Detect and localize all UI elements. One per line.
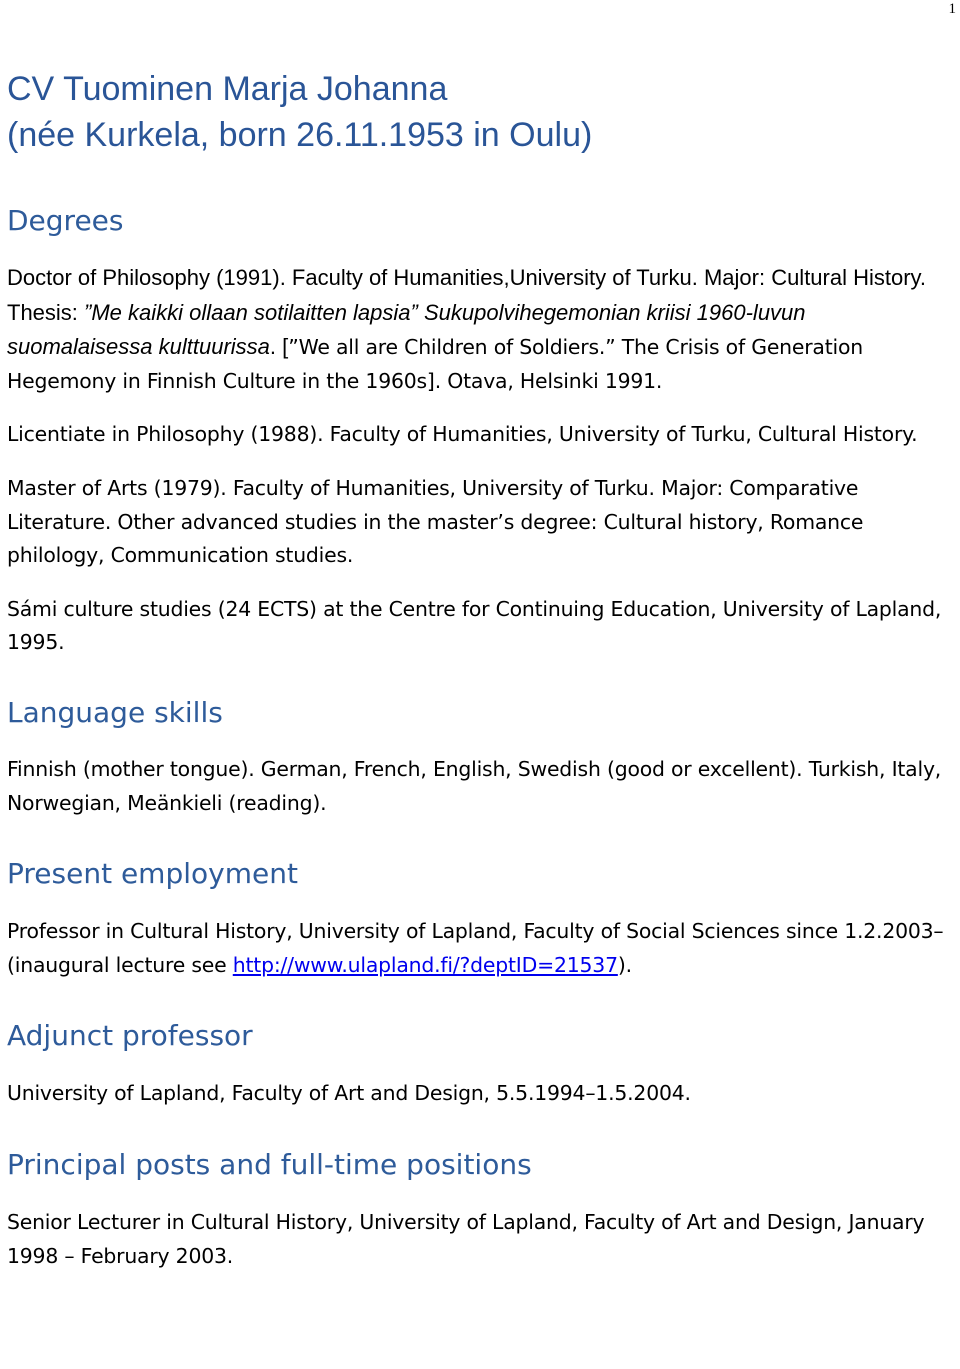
present-employment-description: Professor in Cultural History, University of Lapland, Faculty of Social Sciences since 1.2.2003– (inaugural lecture see	[7, 919, 944, 977]
language-skills-heading: Language skills	[7, 695, 223, 729]
document-title	[7, 66, 947, 158]
degree-master: Master of Arts (1979). Faculty of Humanities, University of Turku. Major: Comparative Literature. Other advanced studies in the master’s degree: Cultural history, Romance philology, Communication studies.	[7, 475, 864, 568]
cv-document	[7, 66, 947, 1273]
degree-phd	[7, 261, 947, 398]
language-skills-text: Finnish (mother tongue). German, French, English, Swedish (good or excellent). Turkish, Italy, Norwegian, Meänkieli (reading).	[7, 756, 942, 815]
degree-licentiate: Licentiate in Philosophy (1988). Faculty of Humanities, University of Turku, Cultural History.	[7, 422, 918, 447]
page-number: 1	[948, 1, 956, 17]
present-employment-closing: ).	[617, 952, 632, 977]
degree-phd-intro: Doctor of Philosophy (1991). Faculty of Humanities,University of Turku. Major: Cultural History. Thesis:	[7, 265, 927, 325]
degree-sami-studies: Sámi culture studies (24 ECTS) at the Centre for Continuing Education, University of Lapland, 1995.	[7, 596, 942, 655]
degree-phd-translation: ”We all are Children of Soldiers.” The Crisis of Generation Hegemony in Finnish Culture in the 1960s]. Otava, Helsinki 1991.	[7, 335, 863, 393]
principal-posts-text: Senior Lecturer in Cultural History, University of Lapland, Faculty of Art and Design, January 1998 – February 2003.	[7, 1209, 925, 1268]
principal-posts-heading: Principal posts and full-time positions	[7, 1147, 532, 1181]
present-employment-text	[7, 915, 947, 982]
degree-phd-bracket: . [	[269, 334, 289, 360]
adjunct-professor-heading: Adjunct professor	[7, 1019, 253, 1053]
degree-phd-thesis-title: ”Me kaikki ollaan sotilaitten lapsia” Sukupolvihegemonian kriisi 1960-luvun suomalaisessa kulttuurissa	[7, 299, 806, 360]
title-line-name: CV Tuominen Marja Johanna	[7, 70, 448, 108]
adjunct-professor-text: University of Lapland, Faculty of Art and Design, 5.5.1994–1.5.2004.	[7, 1081, 691, 1106]
title-line-birth: (née Kurkela, born 26.11.1953 in Oulu)	[7, 116, 593, 154]
inaugural-lecture-link[interactable]: http://www.ulapland.fi/?deptID=21537	[232, 952, 618, 977]
degrees-heading: Degrees	[7, 204, 124, 237]
present-employment-heading: Present employment	[7, 857, 298, 891]
